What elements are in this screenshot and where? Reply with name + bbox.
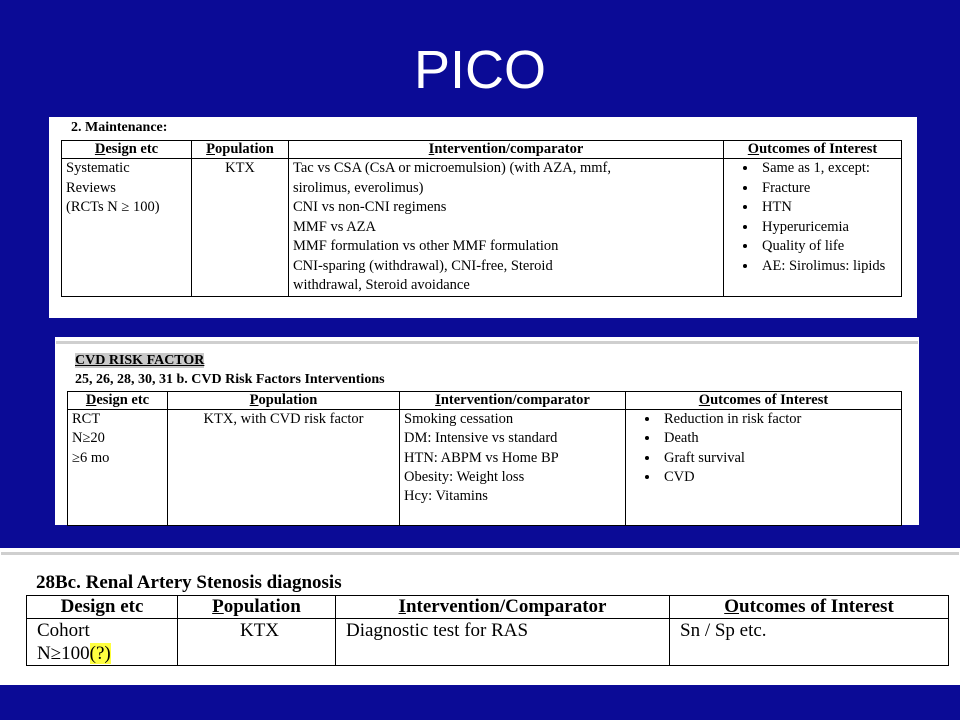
list-item: • AE: Sirolimus: lipids <box>758 257 897 277</box>
list-item: • Hyperuricemia <box>758 218 897 238</box>
table-row <box>27 619 949 666</box>
outcomes-list <box>728 159 897 276</box>
outcomes-cell <box>626 410 902 526</box>
ras-title: 28Bc. Renal Artery Stenosis diagnosis <box>36 572 342 593</box>
table-header-row <box>27 596 949 619</box>
list-item: • CVD <box>660 468 897 487</box>
list-item: • Quality of life <box>758 237 897 257</box>
header-population: Population <box>168 392 400 410</box>
header-design: Design etc <box>27 596 178 619</box>
population-cell: KTX, with CVD risk factor <box>168 410 400 526</box>
header-population: Population <box>192 141 289 159</box>
maintenance-table <box>61 140 902 297</box>
table-row <box>68 410 902 526</box>
list-item: • Death <box>660 429 897 448</box>
header-intervention: Intervention/Comparator <box>336 596 670 619</box>
header-design: Design etc <box>68 392 168 410</box>
list-item: • Graft survival <box>660 449 897 468</box>
ras-table <box>26 595 949 666</box>
header-intervention: Intervention/comparator <box>400 392 626 410</box>
cvd-subtitle: 25, 26, 28, 30, 31 b. CVD Risk Factors Interventions <box>75 372 385 387</box>
divider <box>56 341 918 344</box>
list-item: • Same as 1, except: <box>758 159 897 179</box>
header-outcomes: Outcomes of Interest <box>670 596 949 619</box>
design-cell: RCT N≥20 ≥6 mo <box>68 410 168 526</box>
ras-panel <box>0 548 960 685</box>
population-cell: KTX <box>192 159 289 297</box>
intervention-cell: Diagnostic test for RAS <box>336 619 670 666</box>
design-cell: Cohort N≥100(?) <box>27 619 178 666</box>
table-row <box>62 159 902 297</box>
design-cell: Systematic Reviews (RCTs N ≥ 100) <box>62 159 192 297</box>
list-item: • HTN <box>758 198 897 218</box>
maintenance-panel <box>49 117 917 318</box>
cvd-table <box>67 391 902 526</box>
slide-title: PICO <box>413 40 547 100</box>
intervention-cell: Smoking cessation DM: Intensive vs standard HTN: ABPM vs Home BP Obesity: Weight loss Hcy: Vitamins <box>400 410 626 526</box>
outcomes-list <box>630 410 897 487</box>
table-header-row <box>62 141 902 159</box>
cvd-label: CVD RISK FACTOR <box>75 353 205 368</box>
divider <box>1 552 959 555</box>
intervention-cell: Tac vs CSA (CsA or microemulsion) (with AZA, mmf, sirolimus, everolimus) CNI vs non-CNI regimens MMF vs AZA MMF formulation vs other MMF formulation CNI-sparing (withdrawal), CNI-free, Steroid withdrawal, Steroid avoidance <box>289 159 724 297</box>
cvd-panel <box>55 337 919 525</box>
header-intervention: Intervention/comparator <box>289 141 724 159</box>
outcomes-cell: Sn / Sp etc. <box>670 619 949 666</box>
outcomes-cell <box>724 159 902 297</box>
header-design: Design etc <box>62 141 192 159</box>
highlight: (?) <box>89 643 111 664</box>
header-outcomes: Outcomes of Interest <box>626 392 902 410</box>
maintenance-title: 2. Maintenance: <box>71 120 168 135</box>
header-outcomes: Outcomes of Interest <box>724 141 902 159</box>
list-item: • Reduction in risk factor <box>660 410 897 429</box>
list-item: • Fracture <box>758 179 897 199</box>
header-population: Population <box>178 596 336 619</box>
table-header-row <box>68 392 902 410</box>
population-cell: KTX <box>178 619 336 666</box>
